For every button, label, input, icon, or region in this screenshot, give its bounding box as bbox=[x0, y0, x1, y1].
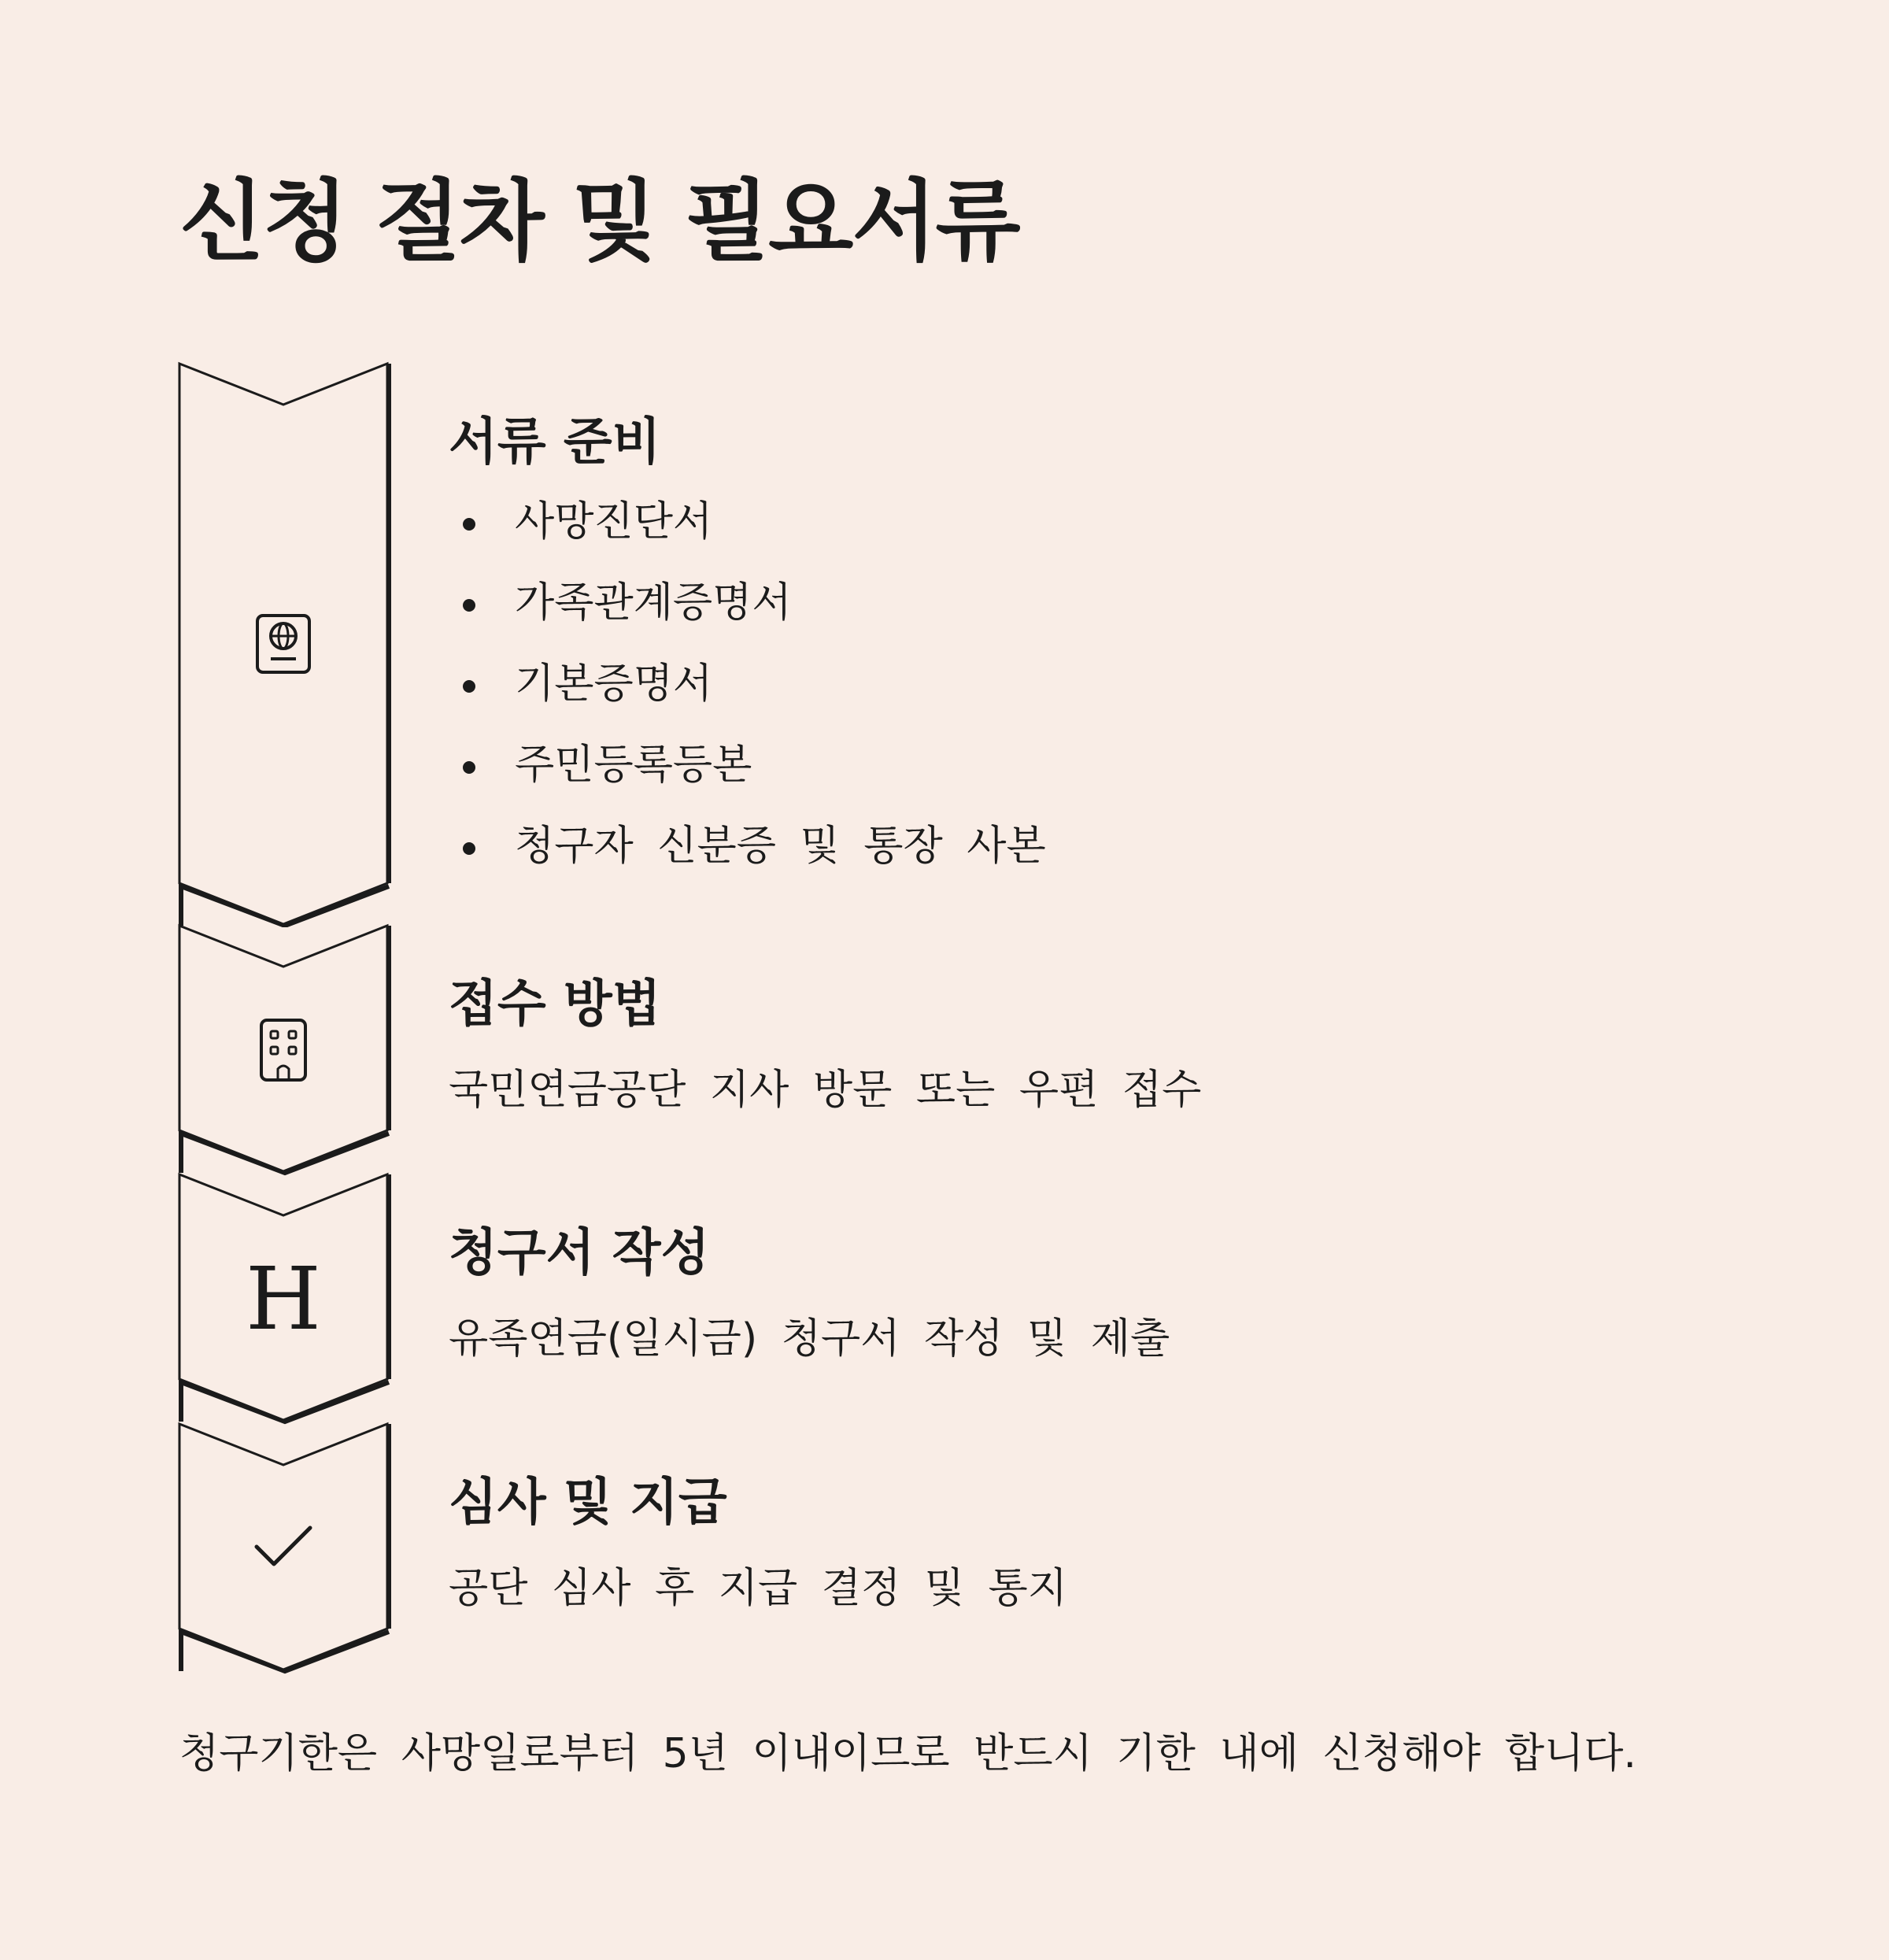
document-label: 주민등록등본 bbox=[515, 741, 752, 789]
step-chevron bbox=[176, 1171, 394, 1425]
bullet-icon bbox=[463, 599, 475, 612]
passport-icon bbox=[253, 612, 313, 675]
list-item bbox=[449, 575, 1046, 656]
step-review-payment bbox=[0, 1421, 1889, 1674]
step-claim-form bbox=[0, 1171, 1889, 1425]
step-title: 접수 방법 bbox=[449, 975, 661, 1034]
document-label: 사망진단서 bbox=[515, 498, 713, 545]
step-description: 유족연금(일시금) 청구서 작성 및 제출 bbox=[449, 1315, 1170, 1363]
step-document-preparation bbox=[0, 361, 1889, 927]
document-label: 가족관계증명서 bbox=[515, 579, 792, 627]
bullet-icon bbox=[463, 842, 475, 855]
document-label: 기본증명서 bbox=[515, 660, 713, 708]
bullet-icon bbox=[463, 518, 475, 531]
building-icon bbox=[258, 1017, 309, 1083]
bullet-icon bbox=[463, 680, 475, 693]
step-description: 국민연금공단 지사 방문 또는 우편 접수 bbox=[449, 1067, 1202, 1114]
step-title: 심사 및 지급 bbox=[449, 1474, 727, 1532]
letter-h-icon: H bbox=[246, 1248, 321, 1349]
step-title: 청구서 작성 bbox=[449, 1224, 710, 1282]
checkmark-icon bbox=[253, 1525, 313, 1569]
required-documents-list bbox=[449, 494, 1046, 900]
list-item bbox=[449, 656, 1046, 738]
document-label: 청구자 신분증 및 통장 사본 bbox=[515, 823, 1046, 870]
deadline-notice: 청구기한은 사망일로부터 5년 이내이므로 반드시 기한 내에 신청해야 합니다. bbox=[179, 1730, 1637, 1777]
step-title: 서류 준비 bbox=[449, 413, 661, 472]
bullet-icon bbox=[463, 761, 475, 774]
list-item bbox=[449, 738, 1046, 819]
list-item bbox=[449, 494, 1046, 575]
step-description: 공단 심사 후 지급 결정 및 통지 bbox=[449, 1565, 1067, 1612]
page-title: 신청 절차 및 필요서류 bbox=[179, 171, 1019, 273]
list-item bbox=[449, 819, 1046, 900]
step-submission-method bbox=[0, 923, 1889, 1174]
